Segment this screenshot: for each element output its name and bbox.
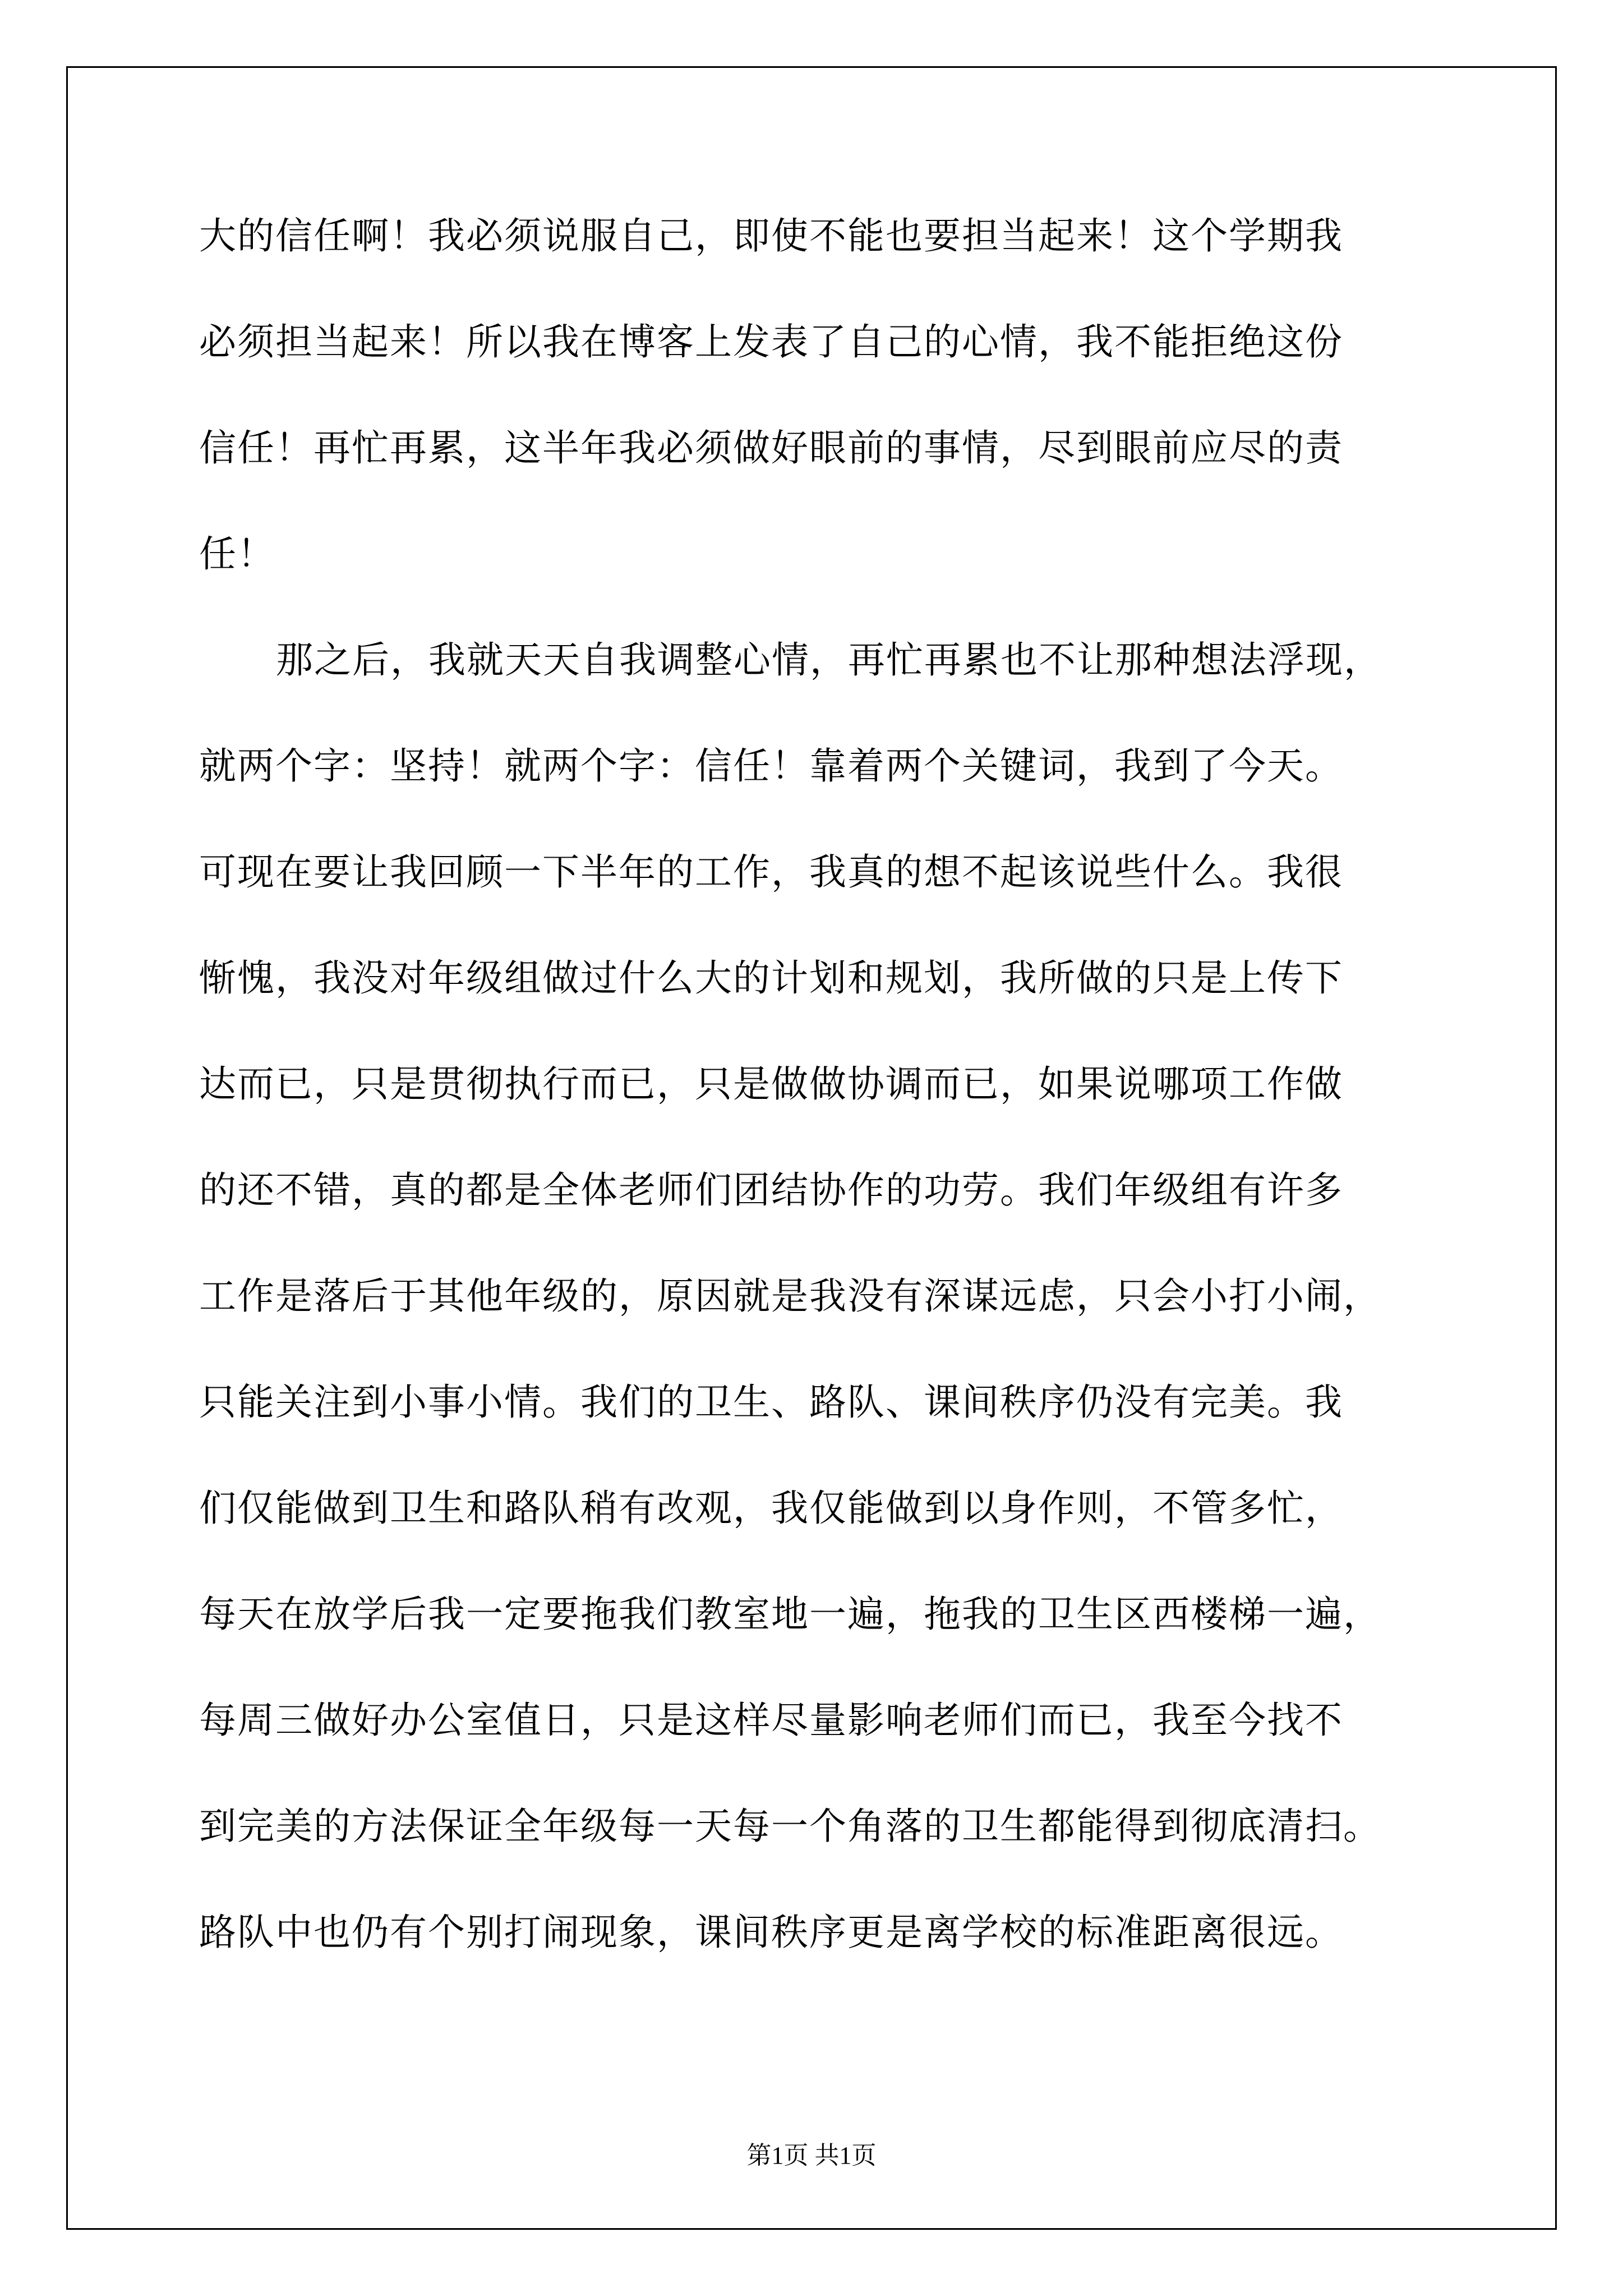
text-line: 只能关注到小事小情。我们的卫生、路队、课间秩序仍没有完美。我 xyxy=(199,1381,1343,1424)
document-body xyxy=(199,216,1433,2018)
text-line: 工作是落后于其他年级的，原因就是我没有深谋远虑，只会小打小闹， xyxy=(199,1274,1381,1318)
text-line: 信任！再忙再累，这半年我必须做好眼前的事情，尽到眼前应尽的责 xyxy=(199,426,1343,470)
text-line: 每天在放学后我一定要拖我们教室地一遍，拖我的卫生区西楼梯一遍， xyxy=(199,1593,1381,1636)
text-line: 每周三做好办公室值日，只是这样尽量影响老师们而已，我至今找不 xyxy=(199,1699,1343,1742)
text-line: 大的信任啊！我必须说服自己，即使不能也要担当起来！这个学期我 xyxy=(199,214,1343,257)
text-line: 就两个字：坚持！就两个字：信任！靠着两个关键词，我到了今天。 xyxy=(199,744,1343,788)
text-line: 可现在要让我回顾一下半年的工作，我真的想不起该说些什么。我很 xyxy=(199,850,1343,894)
text-line: 任！ xyxy=(199,532,275,576)
text-line: 们仅能做到卫生和路队稍有改观，我仅能做到以身作则，不管多忙， xyxy=(199,1487,1343,1530)
text-line: 到完美的方法保证全年级每一天每一个角落的卫生都能得到彻底清扫。 xyxy=(199,1805,1381,1848)
text-line: 的还不错，真的都是全体老师们团结协作的功劳。我们年级组有许多 xyxy=(199,1168,1343,1212)
text-line: 必须担当起来！所以我在博客上发表了自己的心情，我不能拒绝这份 xyxy=(199,320,1343,364)
text-line: 那之后，我就天天自我调整心情，再忙再累也不让那种想法浮现， xyxy=(276,638,1382,682)
page-number-footer: 第1页 共1页 xyxy=(746,2142,877,2169)
text-line: 达而已，只是贯彻执行而已，只是做做协调而已，如果说哪项工作做 xyxy=(199,1062,1343,1106)
text-line: 惭愧，我没对年级组做过什么大的计划和规划，我所做的只是上传下 xyxy=(199,956,1343,1000)
text-line: 路队中也仍有个别打闹现象，课间秩序更是离学校的标准距离很远。 xyxy=(199,1911,1343,1954)
